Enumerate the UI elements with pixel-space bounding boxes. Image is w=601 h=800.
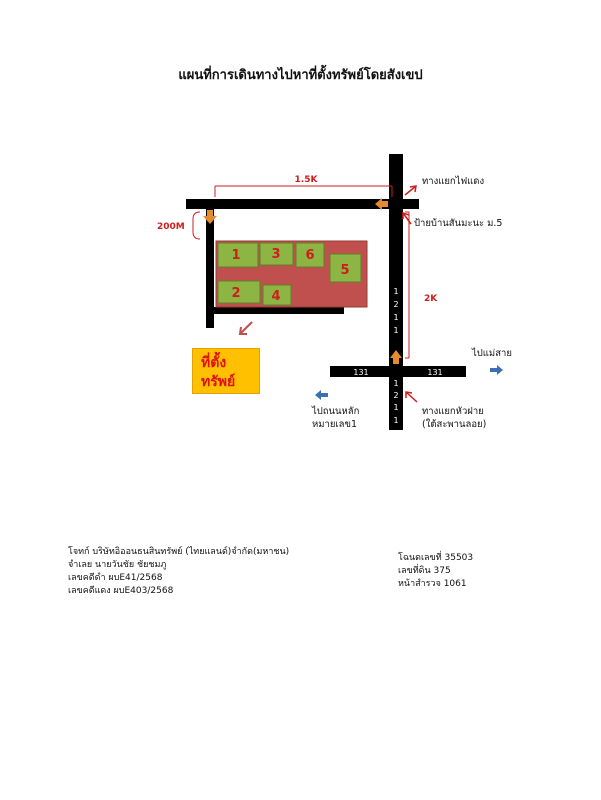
pointer-bus-stop-icon bbox=[403, 213, 411, 224]
page-title: แผนที่การเดินทางไปหาที่ตั้งทรัพย์โดยสังเขป bbox=[178, 68, 423, 83]
traffic-light-label: ทางแยกไฟแดง bbox=[422, 176, 485, 187]
junction-label-line1: ทางแยกหัวฝาย bbox=[422, 406, 484, 417]
pointer-property-icon bbox=[240, 322, 252, 334]
road-number-1211-lower-2: 2 bbox=[393, 391, 399, 400]
property-location-box bbox=[192, 348, 260, 394]
plaintiff-text: โจทก์ บริษัทอิออนธนสินทรัพย์ (ไทยแลนด์)จำกัด(มหาชน) bbox=[68, 547, 290, 557]
bus-stop-label: ป้ายบ้านสันมะนะ ม.5 bbox=[414, 218, 503, 229]
black-case-number: เลขคดีดำ ผบE41/2568 bbox=[68, 573, 163, 583]
road-number-1211-upper-4: 1 bbox=[393, 326, 399, 335]
property-label-line1: ที่ตั้ง bbox=[201, 355, 227, 371]
road-number-1211-lower-4: 1 bbox=[393, 416, 399, 425]
plot-label-5: 5 bbox=[340, 263, 350, 278]
distance-top-label: 1.5K bbox=[294, 175, 318, 185]
road-number-1211-lower-1: 1 bbox=[393, 379, 399, 388]
defendant-text: จำเลย นายวันชัย ชัยชมภู bbox=[68, 560, 167, 570]
arrow-down-orange-icon bbox=[203, 210, 217, 224]
dimension-right bbox=[405, 212, 409, 358]
survey-page: หน้าสำรวจ 1061 bbox=[398, 579, 467, 589]
property-label-line2: ทรัพย์ bbox=[201, 374, 236, 390]
road-number-1211-upper-1: 1 bbox=[393, 287, 399, 296]
to-maesai-label: ไปแม่สาย bbox=[472, 348, 512, 359]
plot-label-1: 1 bbox=[231, 248, 241, 263]
plot-label-2: 2 bbox=[231, 286, 241, 301]
road-bottom-side bbox=[214, 307, 344, 314]
plot-label-6: 6 bbox=[305, 248, 315, 263]
road-131 bbox=[330, 366, 466, 377]
distance-right-label: 2K bbox=[424, 294, 438, 304]
dimension-top bbox=[215, 186, 392, 197]
road-number-1211-lower-3: 1 bbox=[393, 403, 399, 412]
plot-label-3: 3 bbox=[271, 247, 281, 262]
road-number-131-right: 131 bbox=[427, 368, 443, 377]
dimension-left-bracket bbox=[193, 212, 200, 239]
arrow-right-blue-icon bbox=[490, 365, 503, 375]
deed-number: โฉนดเลขที่ 35503 bbox=[398, 553, 474, 563]
road-number-1211-upper-2: 2 bbox=[393, 300, 399, 309]
road-number-1211-upper-3: 1 bbox=[393, 313, 399, 322]
plot-label-4: 4 bbox=[271, 289, 281, 304]
to-main-road-label-line1: ไปถนนหลัก bbox=[312, 406, 360, 417]
junction-label-line2: (ใต้สะพานลอย) bbox=[422, 419, 487, 430]
pointer-traffic-light-icon bbox=[405, 186, 416, 195]
road-number-131-left: 131 bbox=[353, 368, 369, 377]
pointer-junction-icon bbox=[406, 392, 417, 402]
arrow-left-blue-icon bbox=[315, 390, 328, 400]
red-case-number: เลขคดีแดง ผบE403/2568 bbox=[68, 586, 174, 596]
to-main-road-label-line2: หมายเลข1 bbox=[312, 419, 358, 430]
land-number: เลขที่ดิน 375 bbox=[398, 566, 451, 576]
distance-left-label: 200M bbox=[157, 222, 185, 232]
